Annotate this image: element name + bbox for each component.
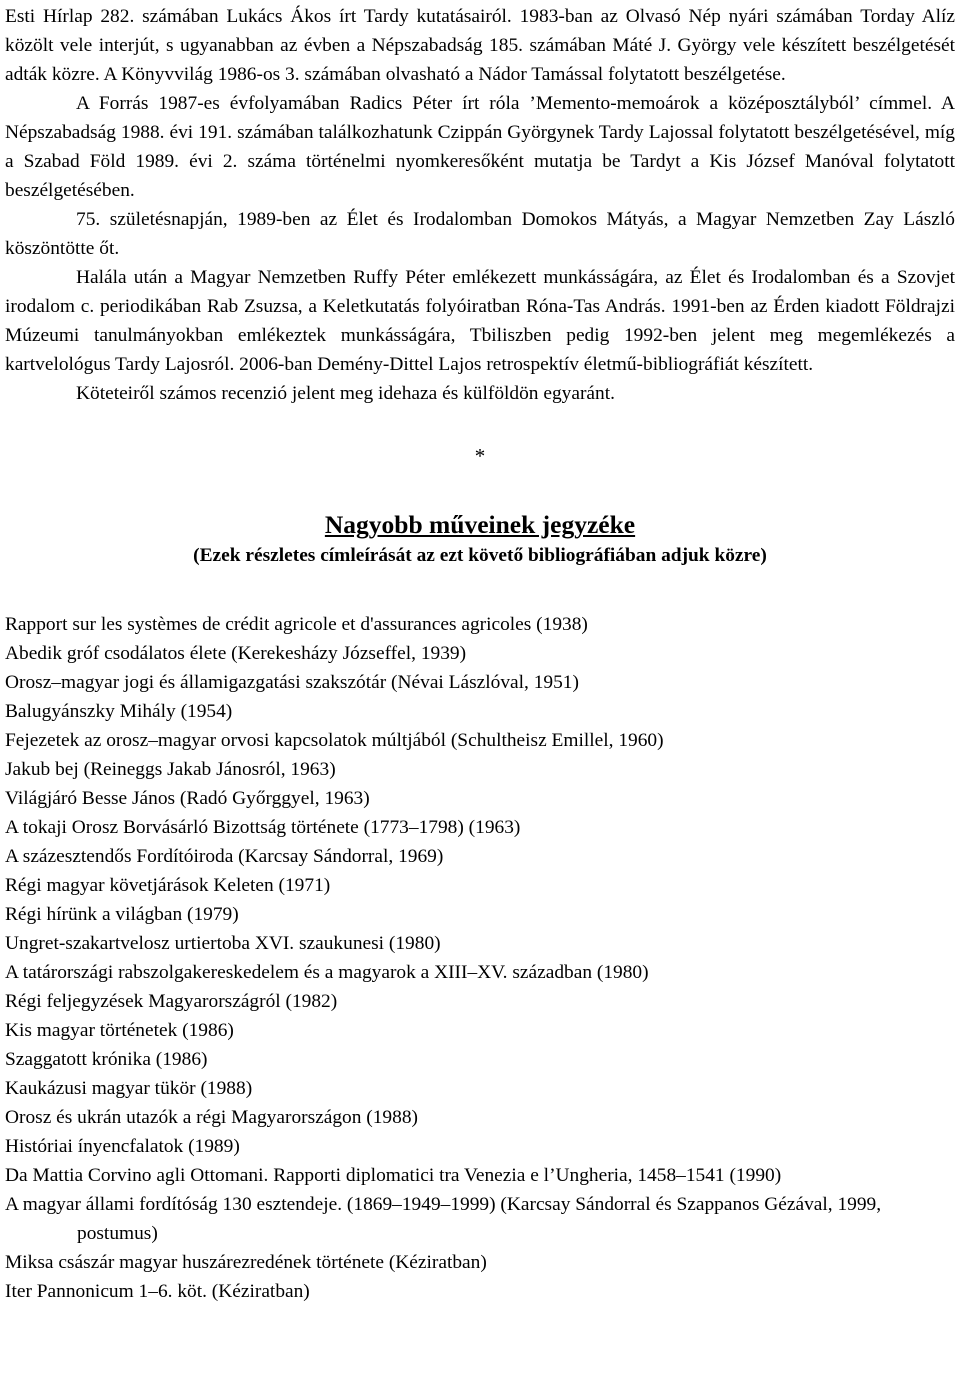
work-list-item: Miksa császár magyar huszárezredének története (Kéziratban) <box>5 1252 487 1273</box>
intro-paragraph: Köteteiről számos recenzió jelent meg idehaza és külföldön egyaránt. <box>76 383 615 404</box>
intro-paragraph: Halála után a Magyar Nemzetben Ruffy Péter emlékezett munkásságára, az Élet és Irodalomban és a Szovjet irodalom c. periodikában Rab Zsuzsa, a Keletkutatás folyóiratban Róna-Tas András. 1991-ben az Érden kiadott Földrajzi Múzeumi tanulmányokban emlékeztek munkásságára, Tbiliszben pedig 1992-ben jelent meg megemlékezés a kartvelológus Tardy Lajosról. 2006-ban Demény-Dittel Lajos retrospektív életmű-bibliográfiát készített. <box>5 267 955 375</box>
work-list-item: Ungret-szakartvelosz urtiertoba XVI. szaukunesi (1980) <box>5 933 441 954</box>
work-list-item: Iter Pannonicum 1–6. köt. (Kéziratban) <box>5 1281 310 1302</box>
work-list-item: Fejezetek az orosz–magyar orvosi kapcsolatok múltjából (Schultheisz Emillel, 1960) <box>5 730 664 751</box>
work-list-item: Abedik gróf csodálatos élete (Kerekesházy Józseffel, 1939) <box>5 643 467 664</box>
work-list-item: Da Mattia Corvino agli Ottomani. Rapporti diplomatici tra Venezia e l’Ungheria, 1458–1541 (1990) <box>5 1165 782 1186</box>
work-list-item: Kis magyar történetek (1986) <box>5 1020 234 1041</box>
work-list-item: A tokaji Orosz Borvásárló Bizottság története (1773–1798) (1963) <box>5 817 521 838</box>
intro-paragraph: Esti Hírlap 282. számában Lukács Ákos írt Tardy kutatásairól. 1983-ban az Olvasó Nép nyári számában Torday Alíz közölt vele interjút, s ugyanabban az évben a Népszabadság 185. számában Máté J. György vele készített beszélgetését adták közre. A Könyvvilág 1986-os 3. számában olvasható a Nádor Tamással folytatott beszélgetése. <box>5 6 955 85</box>
work-list-item: A százesztendős Fordítóiroda (Karcsay Sándorral, 1969) <box>5 846 444 867</box>
document-page <box>5 0 955 1306</box>
work-list-item: A tatárországi rabszolgakereskedelem és a magyarok a XIII–XV. században (1980) <box>5 962 649 983</box>
work-list-item: Orosz–magyar jogi és államigazgatási szakszótár (Névai Lászlóval, 1951) <box>5 672 579 693</box>
intro-paragraph: 75. születésnapján, 1989-ben az Élet és Irodalomban Domokos Mátyás, a Magyar Nemzetben Zay László köszöntötte őt. <box>5 209 955 259</box>
intro-paragraph: A Forrás 1987-es évfolyamában Radics Péter írt róla ’Memento-memoárok a középosztályból’ címmel. A Népszabadság 1988. évi 191. számában találkozhatunk Czippán Györgynek Tardy Lajossal folytatott beszélgetésével, míg a Szabad Föld 1989. évi 2. száma történelmi nyomkeresőként mutatja be Tardyt a Kis József Manóval folytatott beszélgetésében. <box>5 93 955 201</box>
work-list-item: Kaukázusi magyar tükör (1988) <box>5 1078 253 1099</box>
work-list-item: Históriai ínyencfalatok (1989) <box>5 1136 240 1157</box>
section-title: Nagyobb műveinek jegyzéke <box>324 510 636 539</box>
work-list-item: Jakub bej (Reineggs Jakab Jánosról, 1963) <box>5 759 336 780</box>
work-list-item: Szaggatott krónika (1986) <box>5 1049 208 1070</box>
work-list-item: Világjáró Besse János (Radó Győrggyel, 1963) <box>5 788 370 809</box>
work-list-item: Orosz és ukrán utazók a régi Magyarországon (1988) <box>5 1107 418 1128</box>
work-list-item: Régi magyar követjárások Keleten (1971) <box>5 875 331 896</box>
work-list-item: A magyar állami fordítóság 130 esztendeje. (1869–1949–1999) (Karcsay Sándorral és Szappanos Gézával, 1999, postumus) <box>5 1194 882 1244</box>
work-list-item: Régi hírünk a világban (1979) <box>5 904 239 925</box>
work-list-item: Balugyánszky Mihály (1954) <box>5 701 233 722</box>
work-list-item: Régi feljegyzések Magyarországról (1982) <box>5 991 338 1012</box>
work-list-item: Rapport sur les systèmes de crédit agricole et d'assurances agricoles (1938) <box>5 614 588 635</box>
works-list <box>5 610 955 1306</box>
section-subtitle: (Ezek részletes címleírását az ezt követő bibliográfiában adjuk közre) <box>193 545 767 566</box>
section-separator: * <box>474 444 486 468</box>
